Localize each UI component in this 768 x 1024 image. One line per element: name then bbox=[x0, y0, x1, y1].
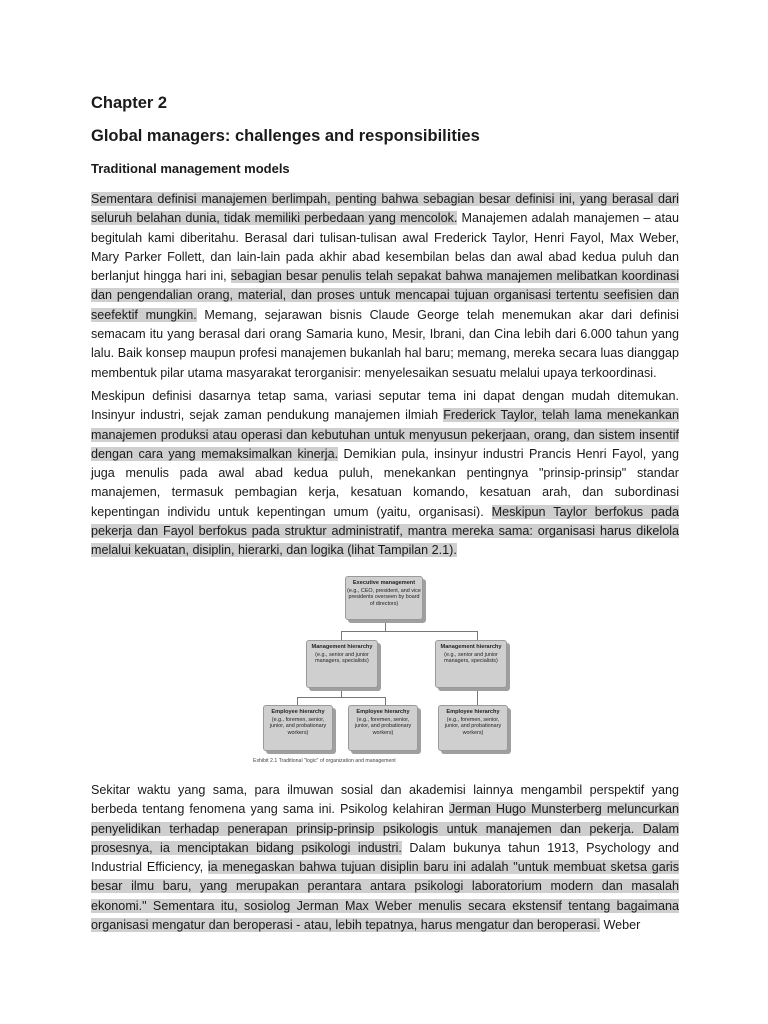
management-hierarchy-box bbox=[306, 640, 378, 688]
section-heading: Traditional management models bbox=[91, 161, 290, 176]
box-title: Management hierarchy bbox=[440, 644, 502, 650]
box-title: Employee hierarchy bbox=[446, 709, 500, 715]
management-hierarchy-box bbox=[435, 640, 507, 688]
chapter-title: Global managers: challenges and responsibilities bbox=[91, 127, 480, 145]
text-run: Frederick Taylor, telah lama menekankan manajemen produksi atau operasi dan kebutuhan untuk menyusun pekerjaan, orang, dan sistem insentif dengan cara yang memaksimalkan kinerja. bbox=[91, 408, 679, 461]
text-run: Dalam bukunya tahun 1913, Psychology and Industrial Efficiency, bbox=[91, 840, 679, 875]
box-title: Employee hierarchy bbox=[356, 709, 410, 715]
box-title: Executive management bbox=[352, 580, 416, 586]
box-title: Management hierarchy bbox=[311, 644, 373, 650]
connector-line bbox=[477, 631, 478, 640]
text-run: Meskipun definisi dasarnya tetap sama, variasi seputar tema ini dapat dengan mudah ditemukan. Insinyur industri, sejak zaman pendukung manajemen ilmiah bbox=[91, 389, 679, 423]
connector-line bbox=[477, 688, 478, 705]
text-run: sebagian besar penulis telah sepakat bahwa manajemen melibatkan koordinasi dan pengendalian orang, material, dan proses untuk mencapai tujuan organisasi tertentu seefisien dan seefektif mungkin. bbox=[91, 269, 679, 322]
connector-line bbox=[341, 688, 342, 697]
employee-hierarchy-box bbox=[263, 705, 333, 751]
box-desc: (e.g., senior and junior managers, specialists) bbox=[444, 651, 498, 665]
connector-line bbox=[385, 697, 386, 705]
executive-management-box bbox=[345, 576, 423, 620]
box-desc: (e.g., CEO, president, and vice presidents overseen by board of directors) bbox=[347, 587, 421, 607]
text-run: ia menegaskan bahwa tujuan disiplin baru ini adalah "untuk membuat sketsa garis besar ilmu baru, yang merupakan perantara antara psikologi laboratorium modern dan masalah ekonomi." Sementara itu, sosiolog Jerman Max Weber menulis secara ekstensif tentang bagaimana organisasi mengatur dan beroperasi - atau, lebih tepatnya, harus mengatur dan beroperasi. bbox=[91, 860, 679, 933]
text-run: Weber bbox=[599, 918, 641, 933]
box-desc: (e.g., foremen, senior, junior, and probationary workers) bbox=[354, 716, 412, 736]
connector-line bbox=[297, 697, 298, 705]
org-hierarchy-diagram bbox=[251, 568, 523, 770]
chapter-heading: Chapter 2 bbox=[91, 94, 168, 112]
box-title: Employee hierarchy bbox=[271, 709, 325, 715]
text-run: Sekitar waktu yang sama, para ilmuwan sosial dan akademisi lainnya mengambil perspektif yang berbeda tentang fenomena yang sama ini. Psikolog kelahiran bbox=[91, 783, 679, 817]
box-desc: (e.g., senior and junior managers, specialists) bbox=[315, 651, 369, 665]
text-run: Jerman Hugo Munsterberg meluncurkan penyelidikan terhadap penerapan prinsip-prinsip psikologis untuk manajemen dan pekerja. Dalam prosesnya, ia menciptakan bidang psikologi industri. bbox=[91, 802, 679, 855]
connector-line bbox=[341, 631, 342, 640]
connector-line bbox=[341, 631, 477, 632]
text-run: Sementara definisi manajemen berlimpah, penting bahwa sebagian besar definisi ini, yang berasal dari seluruh belahan dunia, tidak memiliki perbedaan yang mencolok. bbox=[91, 192, 679, 226]
exhibit-caption: Exhibit 2.1 Traditional "logic" of organization and management bbox=[253, 758, 396, 764]
text-run: Memang, sejarawan bisnis Claude George telah menemukan akar dari definisi semacam itu yang berasal dari orang Samaria kuno, Mesir, Ibrani, dan Cina lebih dari 6.000 tahun yang lalu. Baik konsep maupun profesi manajemen bukanlah hal baru; memang, mereka secara luas dianggap membentuk pilar utama masyarakat terorganisir: menyelesaikan sesuatu melalui upaya terkoordinasi. bbox=[91, 307, 679, 380]
employee-hierarchy-box bbox=[348, 705, 418, 751]
box-desc: (e.g., foremen, senior, junior, and probationary workers) bbox=[269, 716, 327, 736]
text-run: Meskipun Taylor berfokus pada pekerja dan Fayol berfokus pada struktur administratif, mantra mereka sama: organisasi harus dikelola melalui kekuatan, disiplin, hierarki, dan logika (lihat Tampilan 2.1). bbox=[91, 504, 679, 558]
text-run: Demikian pula, insinyur industri Prancis Henri Fayol, yang juga menulis pada awal abad kedua puluh, menekankan pentingnya "prinsip-prinsip" standar manajemen, termasuk pembagian kerja, kesatuan komando, kesatuan arah, dan subordinasi kepentingan individu untuk kepentingan umum (yaitu, organisasi). bbox=[91, 446, 679, 519]
connector-line bbox=[297, 697, 385, 698]
connector-line bbox=[385, 620, 386, 631]
paragraph-2 bbox=[91, 387, 679, 561]
paragraph-1 bbox=[91, 190, 679, 383]
employee-hierarchy-box bbox=[438, 705, 508, 751]
text-run: Manajemen adalah manajemen – atau begitulah kami diberitahu. Berasal dari tulisan-tulisan awal Frederick Taylor, Henri Fayol, Max Weber, Mary Parker Follett, dan lain-lain pada akhir abad kesembilan belas dan awal abad kedua puluh dan berlanjut hingga hari ini, bbox=[91, 211, 679, 284]
box-desc: (e.g., foremen, senior, junior, and probationary workers) bbox=[444, 716, 502, 736]
paragraph-3 bbox=[91, 781, 679, 935]
